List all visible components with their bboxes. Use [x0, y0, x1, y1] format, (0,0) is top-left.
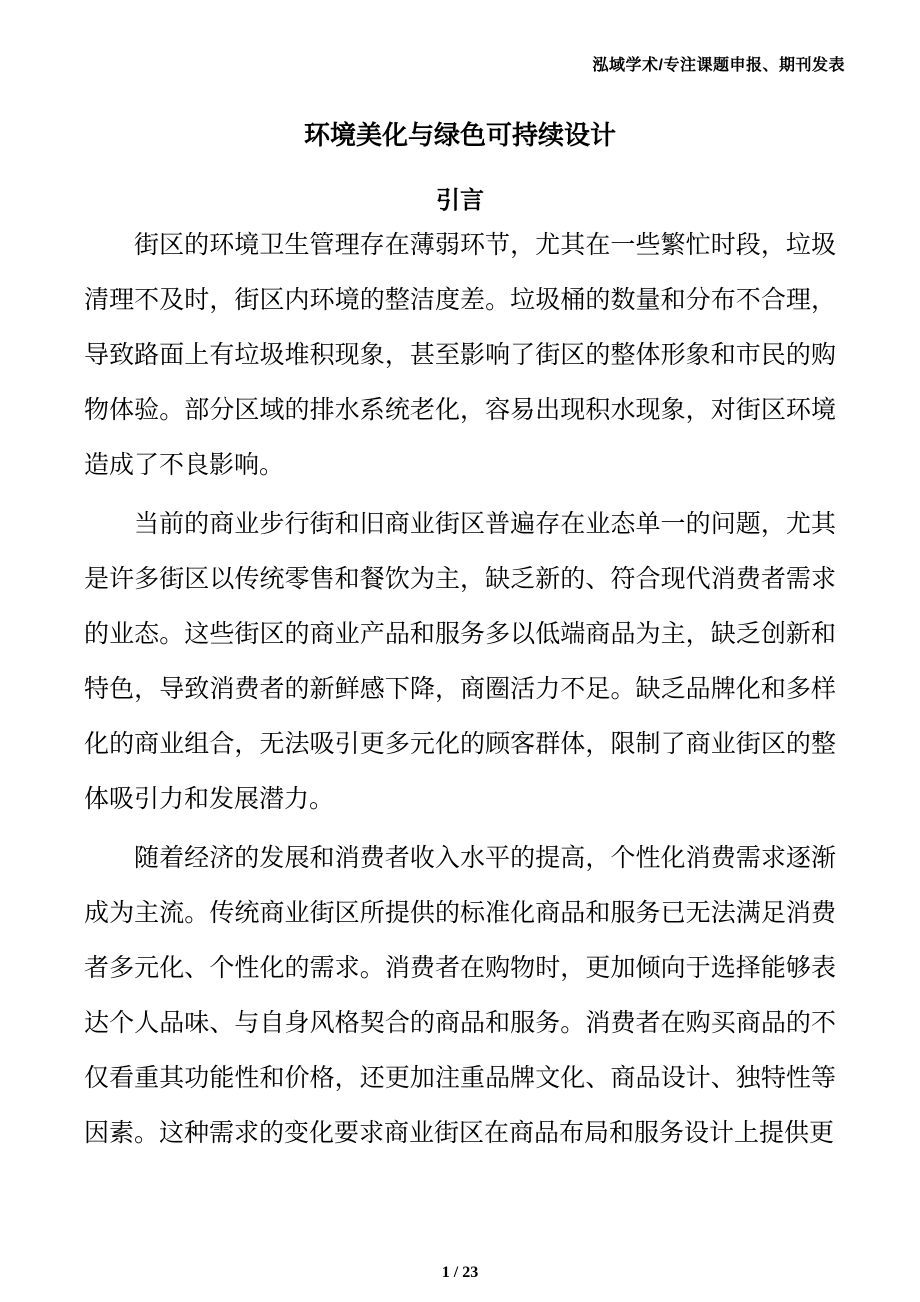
body-paragraph: 当前的商业步行街和旧商业街区普遍存在业态单一的问题，尤其是许多街区以传统零售和餐饮为主，缺乏新的、符合现代消费者需求的业态。这些街区的商业产品和服务多以低端商品为主，缺乏创新和特色，导致消费者的新鲜感下降，商圈活力不足。缺乏品牌化和多样化的商业组合，无法吸引更多元化的顾客群体，限制了商业街区的整体吸引力和发展潜力。 [84, 511, 836, 813]
document-title: 环境美化与绿色可持续设计 [303, 120, 616, 150]
body-paragraph: 随着经济的发展和消费者收入水平的提高，个性化消费需求逐渐成为主流。传统商业街区所提供的标准化商品和服务已无法满足消费者多元化、个性化的需求。消费者在购物时，更加倾向于选择能够表达个人品味、与自身风格契合的商品和服务。消费者在购买商品的不仅看重其功能性和价格，还更加注重品牌文化、商品设计、独特性等因素。这种需求的变化要求商业街区在商品布局和服务设计上提供更 [84, 845, 836, 1147]
document-body [84, 218, 836, 1165]
document-header: 泓域学术/专注课题申报、期刊发表 [592, 57, 845, 74]
section-heading: 引言 [436, 187, 484, 214]
page-number: 1 / 23 [441, 1264, 479, 1281]
body-paragraph: 街区的环境卫生管理存在薄弱环节，尤其在一些繁忙时段，垃圾清理不及时，街区内环境的整洁度差。垃圾桶的数量和分布不合理，导致路面上有垃圾堆积现象，甚至影响了街区的整体形象和市民的购物体验。部分区域的排水系统老化，容易出现积水现象，对街区环境造成了不良影响。 [84, 232, 836, 479]
